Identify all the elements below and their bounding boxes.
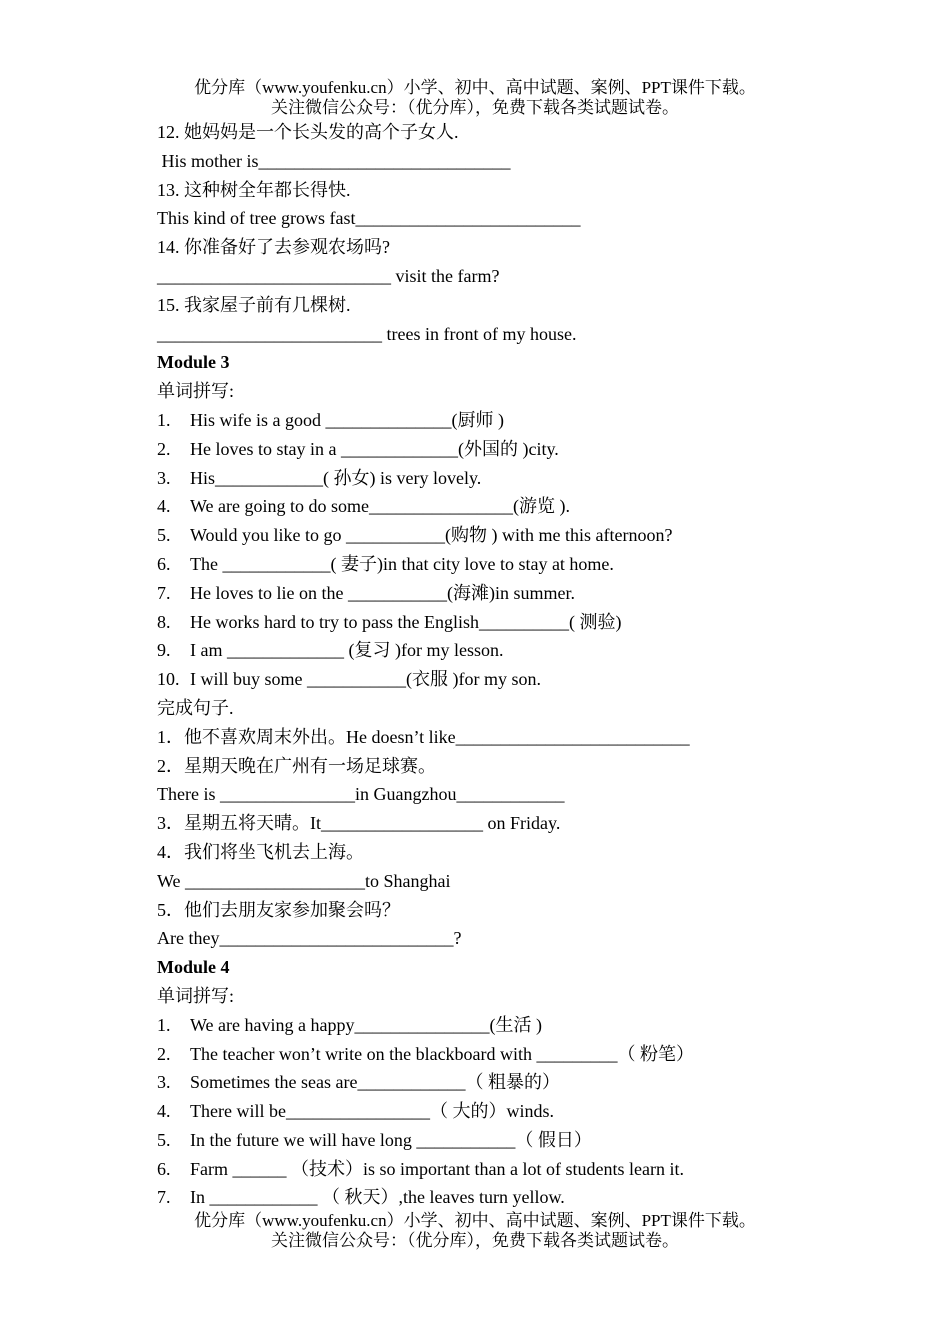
translation-item-15-en: _________________________ trees in front of my house.	[157, 323, 577, 344]
sentence-line: 5．他们去朋友家参加聚会吗？	[157, 899, 400, 920]
item-text: Sometimes the seas are____________（ 粗暴的）	[190, 1072, 560, 1093]
item-text: I will buy some ___________(衣服 )for my son.	[190, 669, 541, 690]
list-item	[157, 492, 877, 521]
list-item	[157, 579, 877, 608]
translation-item-14-en: __________________________ visit the farm?	[157, 265, 500, 286]
item-text: The ____________( 妻子)in that city love to stay at home.	[190, 553, 614, 574]
list-item	[157, 521, 877, 550]
page-header	[0, 78, 950, 118]
sentence-line: 4．我们将坐飞机去上海。	[157, 841, 364, 862]
list-item	[157, 1183, 877, 1212]
module-4-title: Module 4	[157, 957, 230, 978]
sentence-line: Are they__________________________?	[157, 928, 462, 949]
module-3-title: Module 3	[157, 352, 230, 373]
translation-item-12-en: His mother is____________________________	[157, 150, 511, 171]
list-item	[157, 1155, 877, 1184]
item-number: 5.	[157, 1129, 171, 1150]
item-text: He works hard to try to pass the English__________( 测验)	[190, 611, 622, 632]
list-item	[157, 608, 877, 637]
sentence-line: We ____________________to Shanghai	[157, 870, 451, 891]
list-item	[157, 1126, 877, 1155]
item-text: His wife is a good ______________(厨师 )	[190, 409, 504, 430]
sentence-line: 3．星期五将天晴。It__________________ on Friday.	[157, 813, 561, 834]
sentence-line: 1．他不喜欢周末外出。He doesn’t like__________________________	[157, 726, 690, 747]
list-item	[157, 435, 877, 464]
translation-item-13-cn: 13. 这种树全年都长得快.	[157, 179, 351, 200]
item-number: 8.	[157, 611, 171, 632]
translation-item-12-cn: 12. 她妈妈是一个长头发的高个子女人.	[157, 122, 459, 142]
item-number: 6.	[157, 553, 171, 574]
list-item	[157, 636, 877, 665]
item-number: 9.	[157, 640, 171, 661]
item-number: 6.	[157, 1158, 171, 1179]
header-line-2: 关注微信公众号：（优分库），免费下载各类试题试卷。	[271, 98, 679, 117]
item-number: 2.	[157, 438, 171, 459]
worksheet-content	[157, 118, 877, 1212]
item-number: 4.	[157, 1101, 171, 1122]
item-text: He loves to stay in a _____________(外国的 )city.	[190, 438, 559, 459]
list-item	[157, 550, 877, 579]
page-footer	[0, 1211, 950, 1251]
item-text: I am _____________ (复习 )for my lesson.	[190, 640, 504, 661]
sentence-line: 2．星期天晚在广州有一场足球赛。	[157, 755, 436, 776]
item-number: 1.	[157, 409, 171, 430]
list-item	[157, 1040, 877, 1069]
item-number: 7.	[157, 1187, 171, 1208]
sentence-line: There is _______________in Guangzhou____________	[157, 784, 565, 805]
list-item	[157, 464, 877, 493]
header-line-1: 优分库（www.youfenku.cn）小学、初中、高中试题、案例、PPT课件下载。	[194, 78, 756, 97]
list-item	[157, 665, 877, 694]
item-text: Would you like to go ___________(购物 ) with me this afternoon?	[190, 525, 673, 546]
item-text: We are going to do some________________(游览 ).	[190, 496, 570, 517]
translation-item-13-en: This kind of tree grows fast_________________________	[157, 208, 581, 229]
item-number: 7.	[157, 582, 171, 603]
item-text: He loves to lie on the ___________(海滩)in summer.	[190, 582, 575, 603]
list-item	[157, 1068, 877, 1097]
item-number: 5.	[157, 525, 171, 546]
list-item	[157, 406, 877, 435]
list-item	[157, 1011, 877, 1040]
module-3-complete-label: 完成句子.	[157, 697, 234, 718]
footer-line-1: 优分库（www.youfenku.cn）小学、初中、高中试题、案例、PPT课件下载。	[194, 1211, 756, 1230]
item-text: We are having a happy_______________(生活 )	[190, 1014, 542, 1035]
item-number: 4.	[157, 496, 171, 517]
item-text: Farm ______ （技术）is so important than a lot of students learn it.	[190, 1158, 684, 1179]
translation-item-14-cn: 14. 你准备好了去参观农场吗?	[157, 237, 390, 258]
module-4-spelling-label: 单词拼写:	[157, 985, 235, 1006]
item-number: 3.	[157, 1072, 171, 1093]
item-number: 2.	[157, 1043, 171, 1064]
item-number: 10.	[157, 669, 180, 690]
item-text: In ____________ （ 秋天）,the leaves turn yellow.	[190, 1187, 565, 1208]
item-number: 3.	[157, 467, 171, 488]
translation-item-15-cn: 15. 我家屋子前有几棵树.	[157, 294, 351, 315]
list-item	[157, 1097, 877, 1126]
module-3-spelling-label: 单词拼写:	[157, 381, 235, 402]
item-number: 1.	[157, 1014, 171, 1035]
item-text: In the future we will have long ___________（ 假日）	[190, 1129, 592, 1150]
item-text: The teacher won’t write on the blackboard with _________（ 粉笔）	[190, 1043, 695, 1064]
footer-line-2: 关注微信公众号：（优分库），免费下载各类试题试卷。	[271, 1231, 679, 1250]
item-text: There will be________________（ 大的）winds.	[190, 1101, 554, 1122]
item-text: His____________( 孙女) is very lovely.	[190, 467, 482, 488]
